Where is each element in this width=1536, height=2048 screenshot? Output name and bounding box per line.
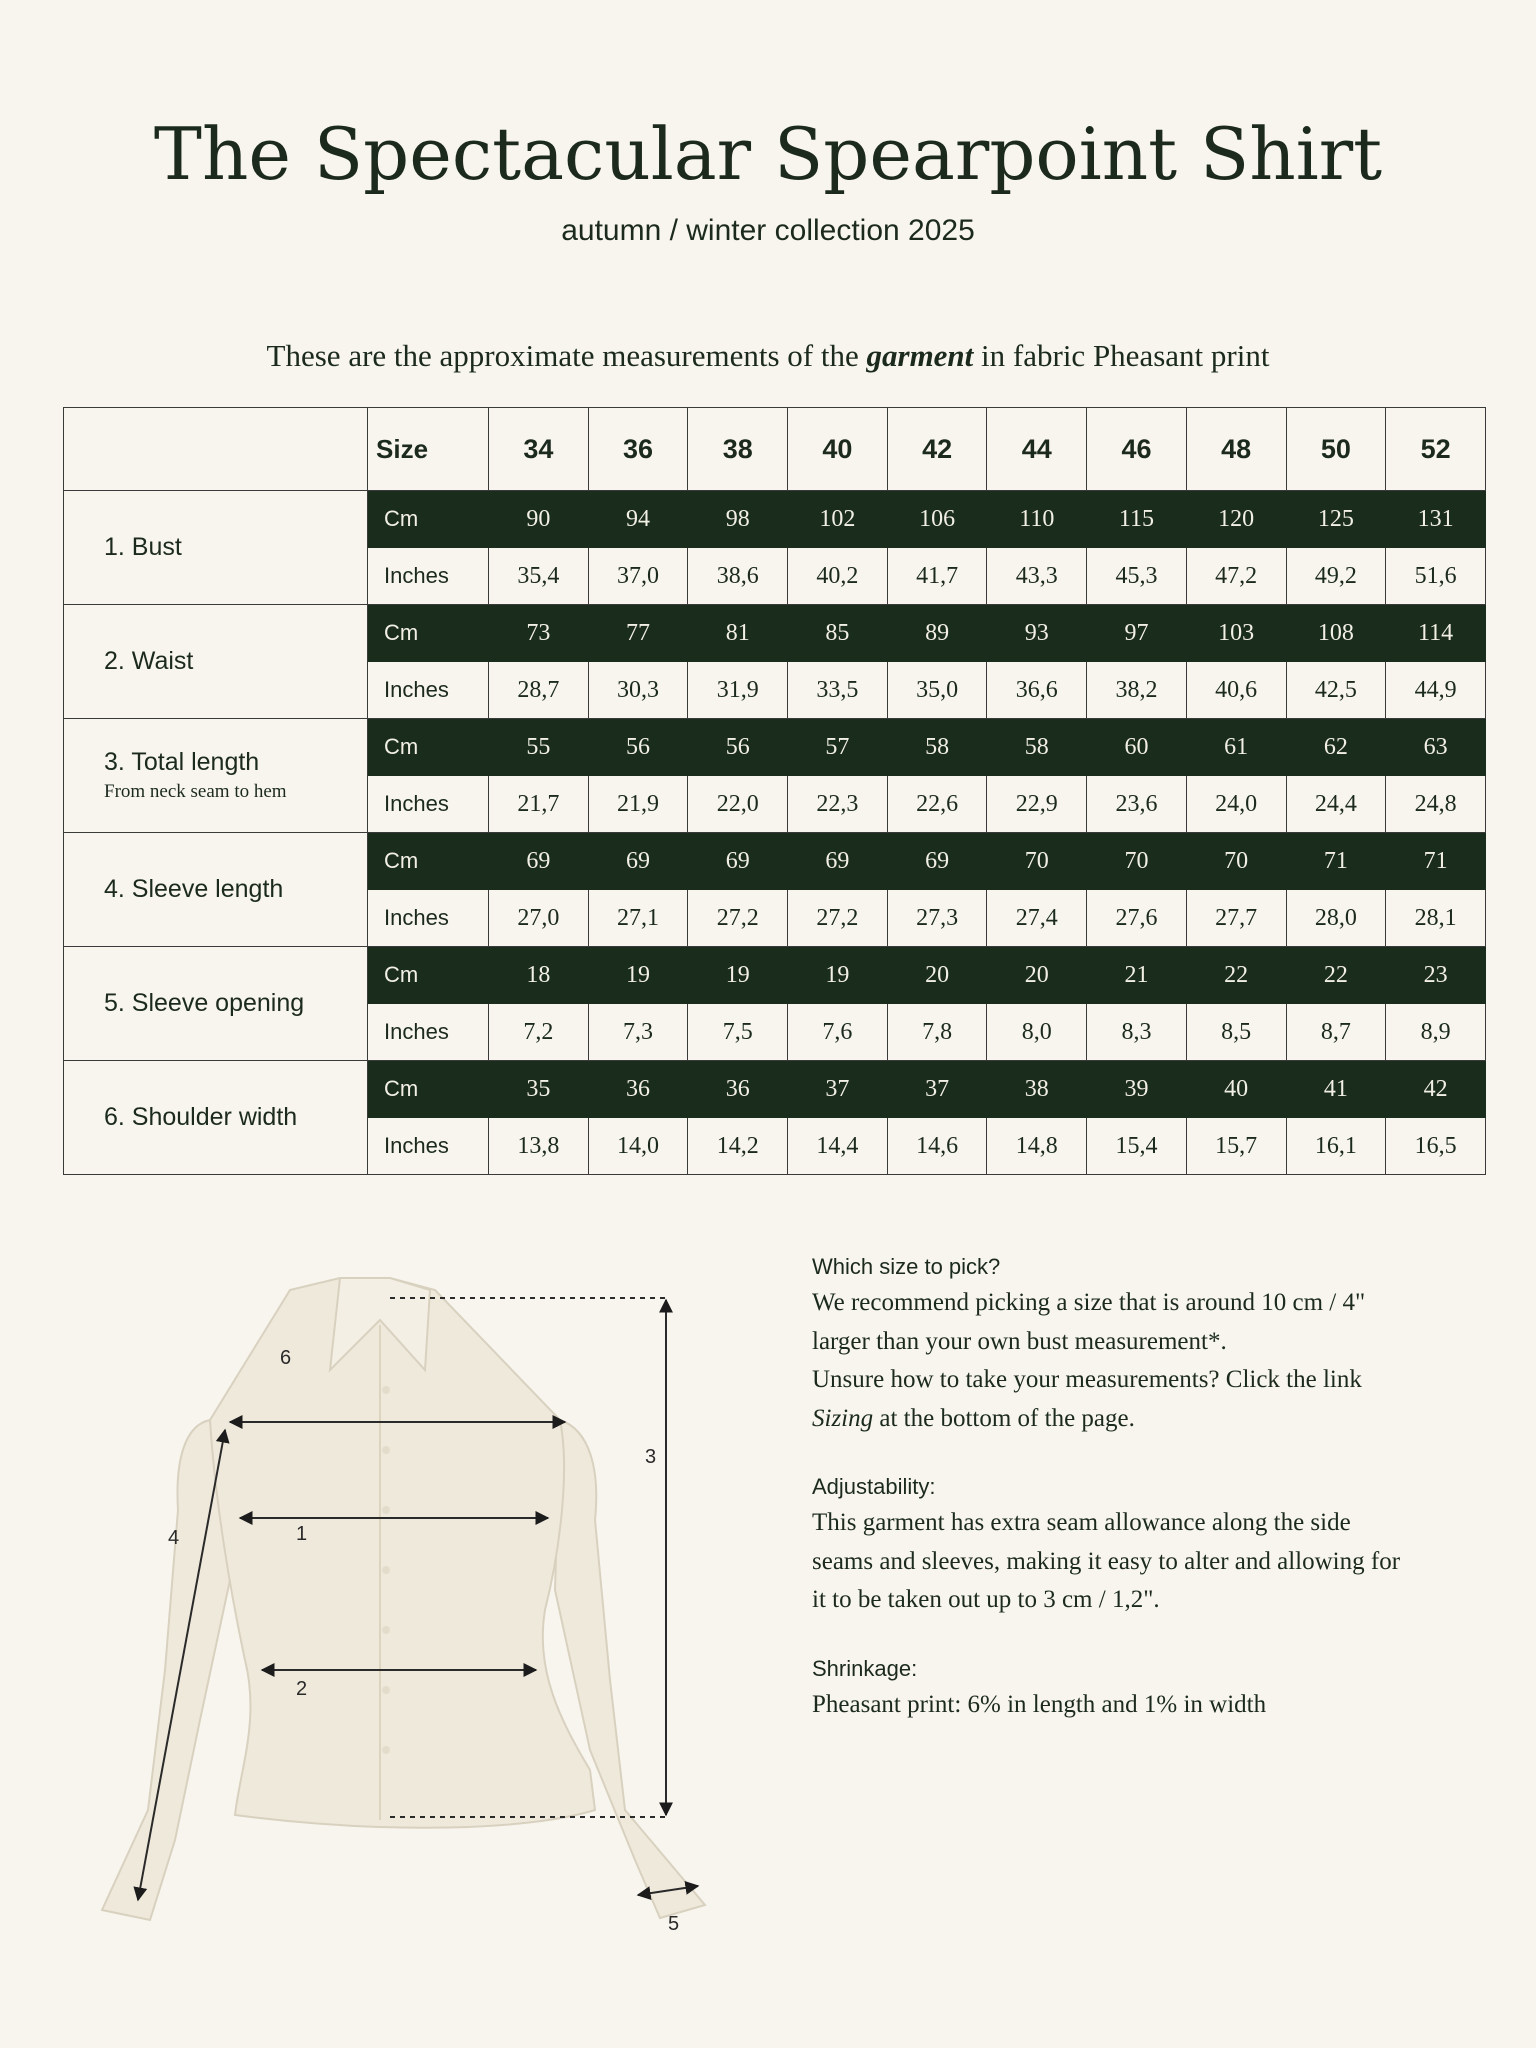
cm-value-cell: 58 <box>887 719 987 776</box>
size-header-cell: 40 <box>788 408 888 491</box>
unit-cm-cell: Cm <box>368 1061 489 1118</box>
cm-value-cell: 106 <box>887 491 987 548</box>
inch-value-cell: 27,2 <box>688 890 788 947</box>
size-header-cell: 36 <box>588 408 688 491</box>
measurement-label <box>64 833 368 947</box>
sizing-link[interactable]: Sizing <box>812 1404 874 1432</box>
inch-value-cell: 7,6 <box>788 1004 888 1061</box>
measurement-label-text: 3. Total length <box>104 748 260 776</box>
inch-value-cell: 15,7 <box>1186 1118 1286 1175</box>
inch-value-cell: 51,6 <box>1386 548 1486 605</box>
measurement-label-text: 4. Sleeve length <box>104 875 284 903</box>
inch-value-cell: 8,0 <box>987 1004 1087 1061</box>
cm-value-cell: 102 <box>788 491 888 548</box>
shirt-measurement-diagram <box>90 1250 730 1930</box>
cm-value-cell: 23 <box>1386 947 1486 1004</box>
cm-value-cell: 19 <box>688 947 788 1004</box>
marker-3-label: 3 <box>645 1446 657 1468</box>
size-advice-text <box>812 1284 1472 1438</box>
marker-2-label: 2 <box>296 1678 308 1700</box>
inch-value-cell: 42,5 <box>1286 662 1386 719</box>
measurement-row-cm <box>64 719 1486 776</box>
cm-value-cell: 21 <box>1087 947 1187 1004</box>
shirt-illustration <box>102 1278 705 1920</box>
inch-value-cell: 14,6 <box>887 1118 987 1175</box>
inch-value-cell: 49,2 <box>1286 548 1386 605</box>
measurement-label <box>64 947 368 1061</box>
inch-value-cell: 44,9 <box>1386 662 1486 719</box>
inch-value-cell: 7,5 <box>688 1004 788 1061</box>
measurement-row-cm <box>64 605 1486 662</box>
cm-value-cell: 39 <box>1087 1061 1187 1118</box>
unit-inches-cell: Inches <box>368 1004 489 1061</box>
measurement-row-cm <box>64 833 1486 890</box>
size-advice-line: We recommend picking a size that is around 10 cm / 4" <box>812 1289 1366 1316</box>
corner-cell <box>64 408 368 491</box>
size-advice-line: Unsure how to take your measurements? Click the link <box>812 1366 1362 1393</box>
adjustability-text <box>812 1504 1472 1620</box>
adjustability-line: seams and sleeves, making it easy to alter and allowing for <box>812 1547 1401 1575</box>
inch-value-cell: 14,4 <box>788 1118 888 1175</box>
inch-value-cell: 7,8 <box>887 1004 987 1061</box>
inch-value-cell: 23,6 <box>1087 776 1187 833</box>
cm-value-cell: 36 <box>588 1061 688 1118</box>
inch-value-cell: 35,4 <box>489 548 589 605</box>
inch-value-cell: 22,3 <box>788 776 888 833</box>
size-advice-line: larger than your own bust measurement*. <box>812 1327 1227 1355</box>
inch-value-cell: 27,3 <box>887 890 987 947</box>
cm-value-cell: 56 <box>588 719 688 776</box>
cm-value-cell: 55 <box>489 719 589 776</box>
inch-value-cell: 16,1 <box>1286 1118 1386 1175</box>
inch-value-cell: 14,8 <box>987 1118 1087 1175</box>
inch-value-cell: 21,7 <box>489 776 589 833</box>
inch-value-cell: 8,9 <box>1386 1004 1486 1061</box>
inch-value-cell: 27,2 <box>788 890 888 947</box>
inch-value-cell: 21,9 <box>588 776 688 833</box>
adjustability-line: it to be taken out up to 3 cm / 1,2". <box>812 1586 1160 1613</box>
cm-value-cell: 90 <box>489 491 589 548</box>
adjustability-block <box>812 1474 1472 1620</box>
size-header-cell: 38 <box>688 408 788 491</box>
inch-value-cell: 22,9 <box>987 776 1087 833</box>
cm-value-cell: 97 <box>1087 605 1187 662</box>
intro-emphasis: garment <box>866 338 974 373</box>
unit-cm-cell: Cm <box>368 605 489 662</box>
cm-value-cell: 89 <box>887 605 987 662</box>
intro-before: These are the approximate measurements of the <box>266 338 867 373</box>
inch-value-cell: 31,9 <box>688 662 788 719</box>
inch-value-cell: 40,6 <box>1186 662 1286 719</box>
cm-value-cell: 125 <box>1286 491 1386 548</box>
inch-value-cell: 43,3 <box>987 548 1087 605</box>
cm-value-cell: 114 <box>1386 605 1486 662</box>
inch-value-cell: 35,0 <box>887 662 987 719</box>
cm-value-cell: 94 <box>588 491 688 548</box>
measurement-row-cm <box>64 1061 1486 1118</box>
size-header-cell: 46 <box>1087 408 1187 491</box>
inch-value-cell: 41,7 <box>887 548 987 605</box>
unit-cm-cell: Cm <box>368 833 489 890</box>
inch-value-cell: 27,4 <box>987 890 1087 947</box>
inch-value-cell: 24,0 <box>1186 776 1286 833</box>
inch-value-cell: 38,6 <box>688 548 788 605</box>
cm-value-cell: 69 <box>788 833 888 890</box>
cm-value-cell: 63 <box>1386 719 1486 776</box>
inch-value-cell: 8,5 <box>1186 1004 1286 1061</box>
inch-value-cell: 45,3 <box>1087 548 1187 605</box>
adjustability-heading: Adjustability: <box>812 1474 936 1499</box>
inch-value-cell: 28,1 <box>1386 890 1486 947</box>
size-header-cell: 34 <box>489 408 589 491</box>
cm-value-cell: 70 <box>987 833 1087 890</box>
measurement-label <box>64 1061 368 1175</box>
inch-value-cell: 8,7 <box>1286 1004 1386 1061</box>
cm-value-cell: 108 <box>1286 605 1386 662</box>
marker-5-label: 5 <box>668 1913 680 1930</box>
cm-value-cell: 120 <box>1186 491 1286 548</box>
inch-value-cell: 27,6 <box>1087 890 1187 947</box>
size-header-cell: 52 <box>1386 408 1486 491</box>
unit-cm-cell: Cm <box>368 947 489 1004</box>
inch-value-cell: 33,5 <box>788 662 888 719</box>
cm-value-cell: 41 <box>1286 1061 1386 1118</box>
cm-value-cell: 22 <box>1186 947 1286 1004</box>
cm-value-cell: 69 <box>588 833 688 890</box>
measurement-label <box>64 719 368 833</box>
inch-value-cell: 15,4 <box>1087 1118 1187 1175</box>
size-header-label: Size <box>368 408 489 491</box>
size-chart-body <box>64 491 1486 1175</box>
size-advice-block <box>812 1254 1472 1438</box>
inch-value-cell: 36,6 <box>987 662 1087 719</box>
cm-value-cell: 36 <box>688 1061 788 1118</box>
inch-value-cell: 40,2 <box>788 548 888 605</box>
measurement-label-text: 1. Bust <box>104 533 182 561</box>
intro-after: in fabric Pheasant print <box>973 338 1270 373</box>
cm-value-cell: 81 <box>688 605 788 662</box>
marker-1-label: 1 <box>296 1523 308 1545</box>
cm-value-cell: 115 <box>1087 491 1187 548</box>
shrinkage-text: Pheasant print: 6% in length and 1% in width <box>812 1690 1267 1718</box>
inch-value-cell: 47,2 <box>1186 548 1286 605</box>
cm-value-cell: 70 <box>1186 833 1286 890</box>
cm-value-cell: 20 <box>887 947 987 1004</box>
inch-value-cell: 24,8 <box>1386 776 1486 833</box>
cm-value-cell: 61 <box>1186 719 1286 776</box>
inch-value-cell: 30,3 <box>588 662 688 719</box>
inch-value-cell: 37,0 <box>588 548 688 605</box>
inch-value-cell: 7,3 <box>588 1004 688 1061</box>
cm-value-cell: 40 <box>1186 1061 1286 1118</box>
measurement-row-cm <box>64 947 1486 1004</box>
inch-value-cell: 14,0 <box>588 1118 688 1175</box>
cm-value-cell: 103 <box>1186 605 1286 662</box>
inch-value-cell: 27,0 <box>489 890 589 947</box>
cm-value-cell: 20 <box>987 947 1087 1004</box>
unit-inches-cell: Inches <box>368 890 489 947</box>
cm-value-cell: 85 <box>788 605 888 662</box>
cm-value-cell: 71 <box>1386 833 1486 890</box>
inch-value-cell: 16,5 <box>1386 1118 1486 1175</box>
cm-value-cell: 110 <box>987 491 1087 548</box>
cm-value-cell: 71 <box>1286 833 1386 890</box>
unit-inches-cell: Inches <box>368 662 489 719</box>
shrinkage-block <box>812 1656 1472 1725</box>
size-chart-table <box>63 407 1486 1175</box>
size-header-cell: 50 <box>1286 408 1386 491</box>
cm-value-cell: 37 <box>788 1061 888 1118</box>
cm-value-cell: 131 <box>1386 491 1486 548</box>
cm-value-cell: 73 <box>489 605 589 662</box>
intro-text <box>0 338 1536 374</box>
marker-4-label: 4 <box>168 1527 180 1549</box>
page-subtitle: autumn / winter collection 2025 <box>561 214 975 247</box>
marker-6-label: 6 <box>280 1347 292 1369</box>
measurement-label-text: 2. Waist <box>104 647 194 675</box>
cm-value-cell: 56 <box>688 719 788 776</box>
cm-value-cell: 58 <box>987 719 1087 776</box>
size-advice-line: at the bottom of the page. <box>873 1404 1135 1432</box>
inch-value-cell: 27,7 <box>1186 890 1286 947</box>
cm-value-cell: 42 <box>1386 1061 1486 1118</box>
cm-value-cell: 19 <box>788 947 888 1004</box>
cm-value-cell: 37 <box>887 1061 987 1118</box>
inch-value-cell: 28,7 <box>489 662 589 719</box>
cm-value-cell: 69 <box>887 833 987 890</box>
measurement-label-text: 6. Shoulder width <box>104 1103 298 1131</box>
measurement-label-text: 5. Sleeve opening <box>104 989 305 1017</box>
inch-value-cell: 14,2 <box>688 1118 788 1175</box>
cm-value-cell: 62 <box>1286 719 1386 776</box>
cm-value-cell: 38 <box>987 1061 1087 1118</box>
cm-value-cell: 70 <box>1087 833 1187 890</box>
size-header-cell: 48 <box>1186 408 1286 491</box>
size-header-cell: 44 <box>987 408 1087 491</box>
size-header-cell: 42 <box>887 408 987 491</box>
inch-value-cell: 38,2 <box>1087 662 1187 719</box>
shrinkage-heading: Shrinkage: <box>812 1655 918 1681</box>
cm-value-cell: 77 <box>588 605 688 662</box>
cm-value-cell: 35 <box>489 1061 589 1118</box>
page-title: The Spectacular Spearpoint Shirt <box>153 112 1383 196</box>
inch-value-cell: 28,0 <box>1286 890 1386 947</box>
measurement-row-cm <box>64 491 1486 548</box>
size-advice-heading: Which size to pick? <box>812 1254 1001 1279</box>
unit-inches-cell: Inches <box>368 776 489 833</box>
inch-value-cell: 13,8 <box>489 1118 589 1175</box>
inch-value-cell: 22,0 <box>688 776 788 833</box>
inch-value-cell: 27,1 <box>588 890 688 947</box>
info-panel <box>812 1254 1472 1760</box>
measurement-label <box>64 491 368 605</box>
unit-inches-cell: Inches <box>368 1118 489 1175</box>
measurement-label <box>64 605 368 719</box>
cm-value-cell: 60 <box>1087 719 1187 776</box>
cm-value-cell: 19 <box>588 947 688 1004</box>
inch-value-cell: 7,2 <box>489 1004 589 1061</box>
measurement-note: From neck seam to hem <box>104 781 287 802</box>
cm-value-cell: 93 <box>987 605 1087 662</box>
cm-value-cell: 18 <box>489 947 589 1004</box>
unit-inches-cell: Inches <box>368 548 489 605</box>
adjustability-line: This garment has extra seam allowance along the side <box>812 1509 1351 1536</box>
size-header-row <box>64 408 1486 491</box>
inch-value-cell: 22,6 <box>887 776 987 833</box>
inch-value-cell: 8,3 <box>1087 1004 1187 1061</box>
cm-value-cell: 69 <box>688 833 788 890</box>
cm-value-cell: 22 <box>1286 947 1386 1004</box>
unit-cm-cell: Cm <box>368 719 489 776</box>
unit-cm-cell: Cm <box>368 491 489 548</box>
cm-value-cell: 98 <box>688 491 788 548</box>
cm-value-cell: 57 <box>788 719 888 776</box>
cm-value-cell: 69 <box>489 833 589 890</box>
inch-value-cell: 24,4 <box>1286 776 1386 833</box>
